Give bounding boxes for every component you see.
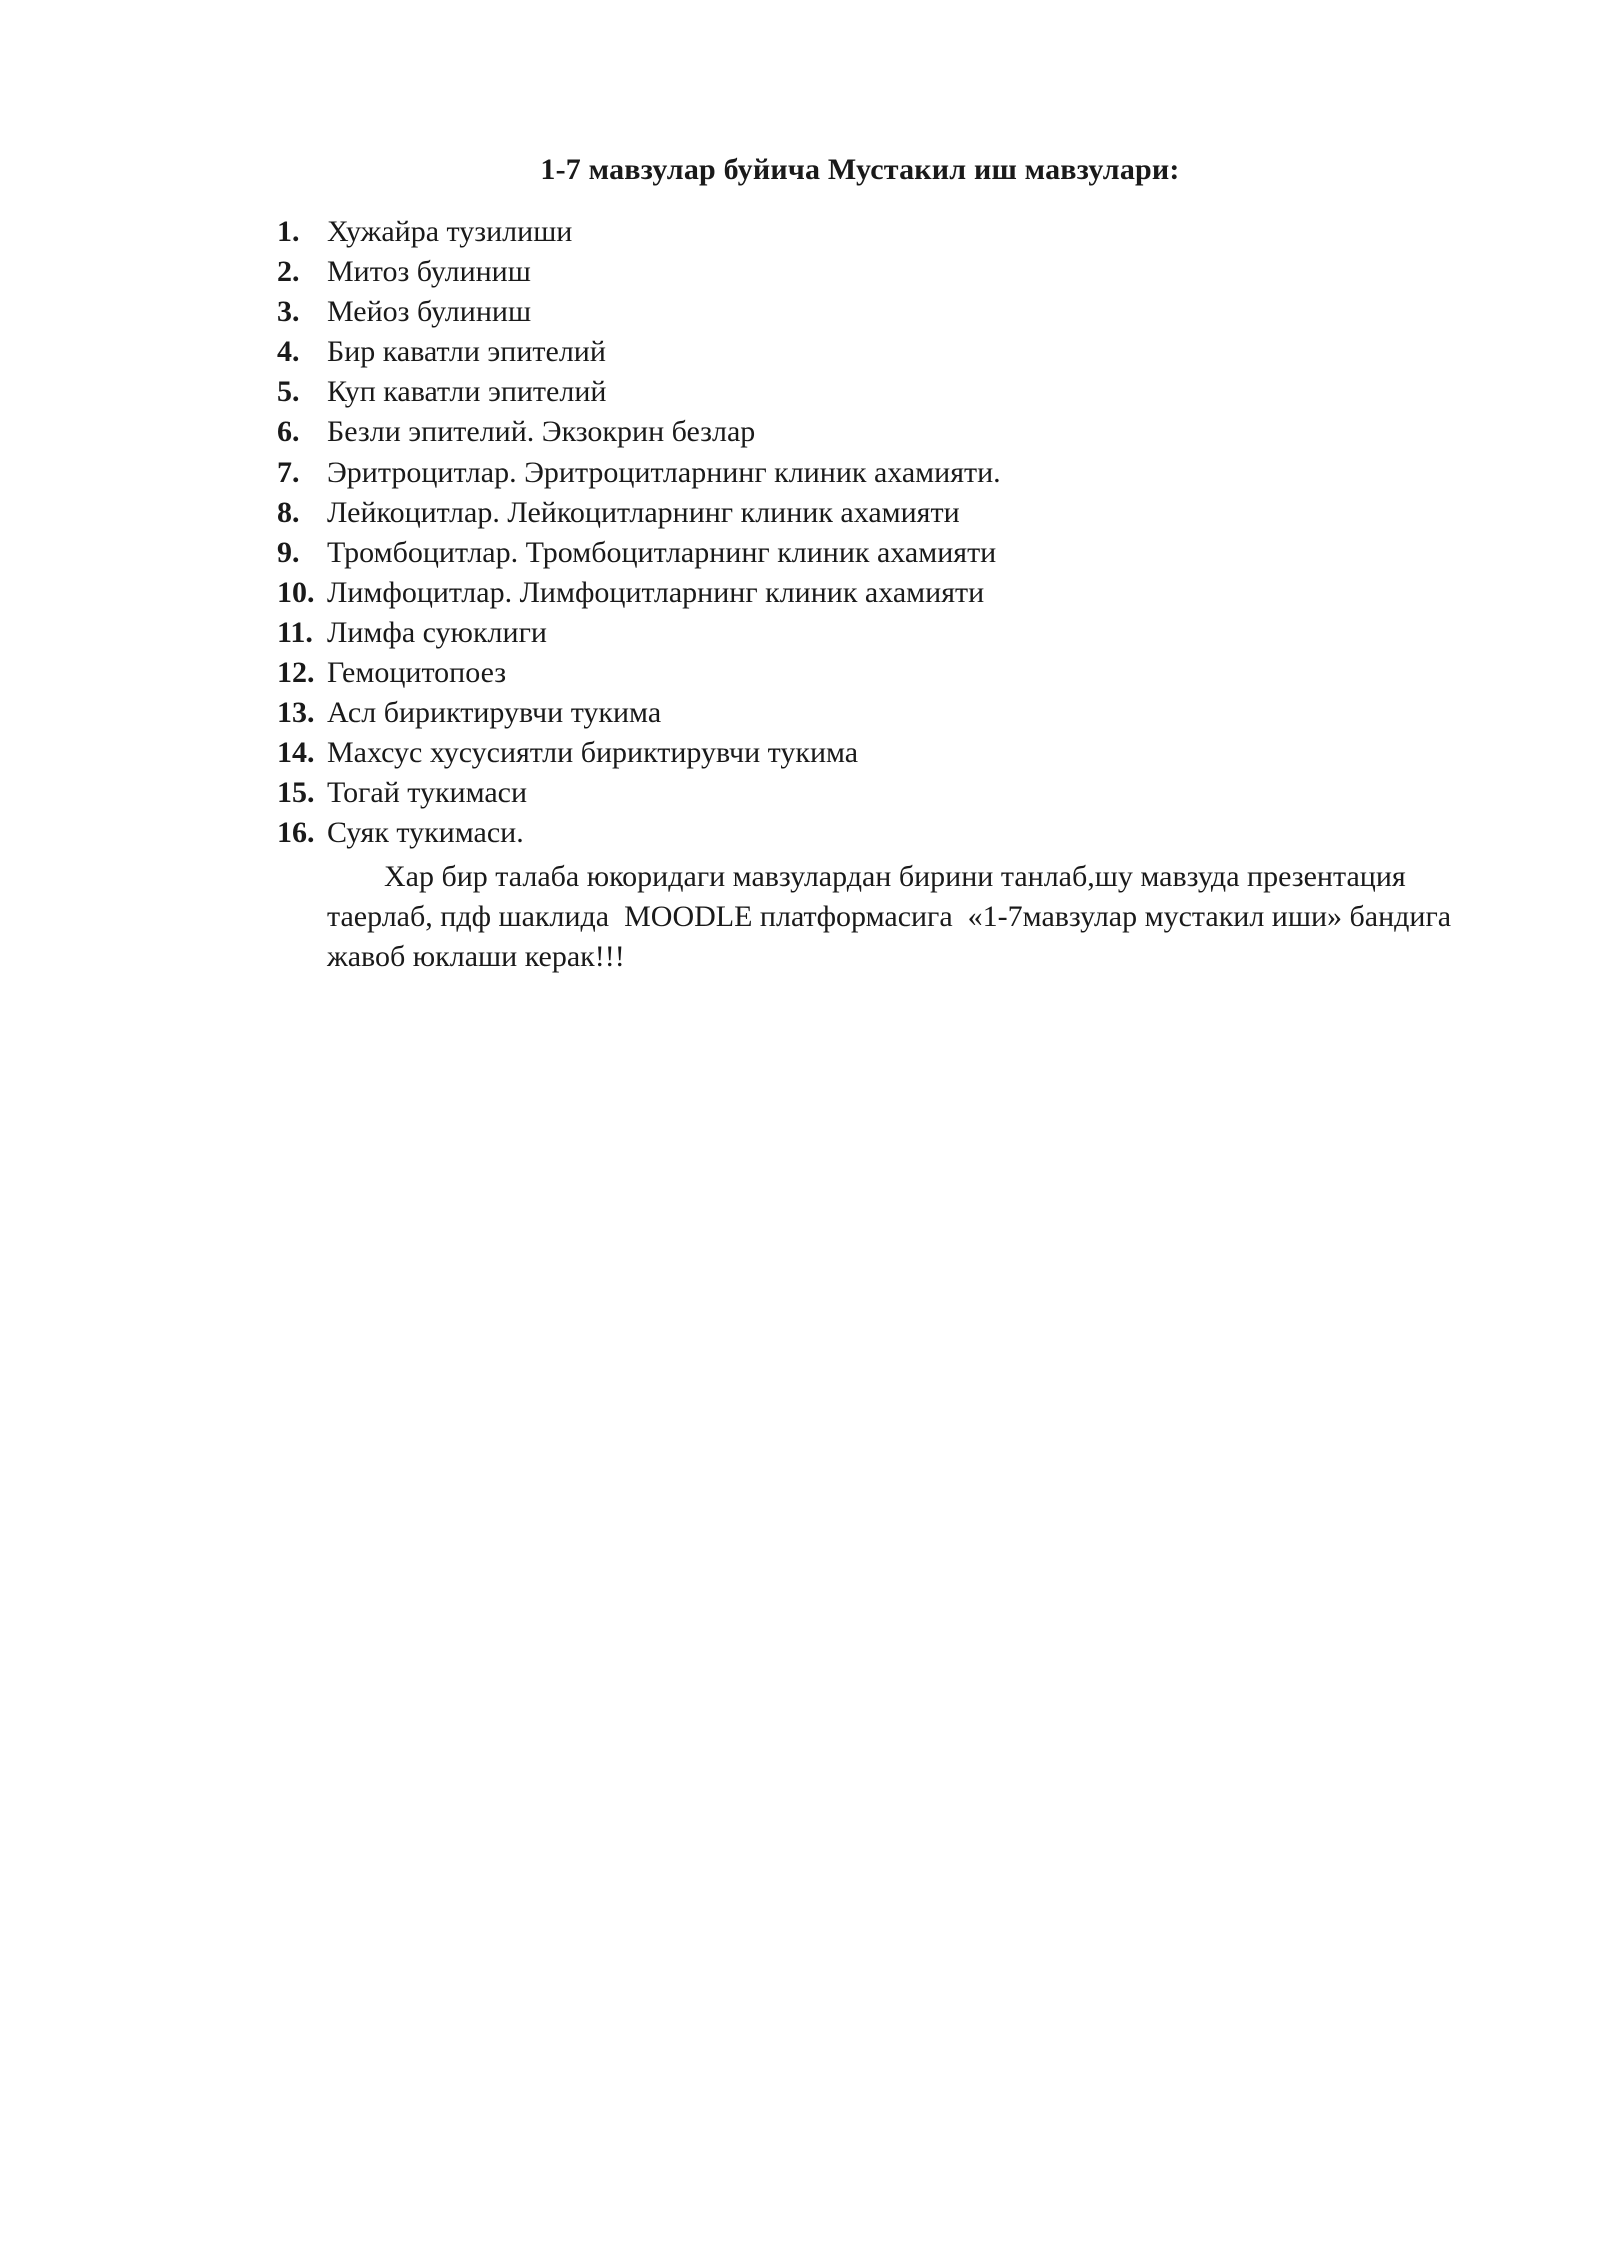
topic-text: Тогай тукимаси (327, 776, 528, 810)
topic-number: 14. (277, 736, 315, 770)
topic-number: 2. (277, 255, 300, 289)
topic-number: 10. (277, 575, 315, 609)
topic-text: Куп каватли эпителий (327, 375, 607, 409)
topic-text: Махсус хусусиятли бириктирувчи тукима (327, 736, 859, 770)
topic-number: 3. (277, 295, 300, 329)
topic-text: Лейкоцитлар. Лейкоцитларнинг клиник ахамияти (327, 495, 960, 529)
topic-number: 12. (277, 656, 315, 690)
topic-number: 9. (277, 535, 300, 569)
topic-text: Хужайра тузилиши (327, 215, 573, 248)
topic-text: Асл бириктирувчи тукима (327, 696, 662, 730)
document-title: 1-7 мавзулар буйича Мустакил иш мавзулари: (540, 153, 1180, 186)
topic-number: 6. (277, 415, 300, 449)
topic-number: 13. (277, 696, 315, 730)
topic-text: Митоз булиниш (327, 255, 531, 289)
topic-number: 11. (277, 615, 313, 649)
topic-number: 7. (277, 455, 300, 489)
topic-number: 1. (277, 215, 300, 248)
topic-text: Безли эпителий. Экзокрин безлар (327, 415, 756, 449)
topic-number: 5. (277, 375, 300, 409)
topic-number: 8. (277, 495, 300, 529)
instruction-paragraph: Хар бир талаба юкоридаги мавзулардан бирини танлаб,шу мавзуда презентация таерлаб, пдф шаклида MOODLE платформасига «1-7мавзулар мустакил иши» бандига жавоб юклаши керак!!! (327, 860, 1459, 973)
topic-number: 16. (277, 816, 315, 850)
topic-number: 4. (277, 335, 300, 369)
topic-text: Бир каватли эпителий (327, 335, 606, 369)
topic-text: Суяк тукимаси. (327, 816, 524, 850)
topic-number: 15. (277, 776, 315, 810)
topic-text: Тромбоцитлар. Тромбоцитларнинг клиник ахамияти (327, 535, 997, 569)
topic-text: Лимфоцитлар. Лимфоцитларнинг клиник ахамияти (327, 575, 985, 609)
topic-text: Гемоцитопоез (327, 656, 507, 690)
topic-text: Эритроцитлар. Эритроцитларнинг клиник ахамияти. (327, 455, 1001, 489)
topic-text: Мейоз булиниш (327, 295, 532, 329)
topic-text: Лимфа суюклиги (327, 615, 547, 649)
